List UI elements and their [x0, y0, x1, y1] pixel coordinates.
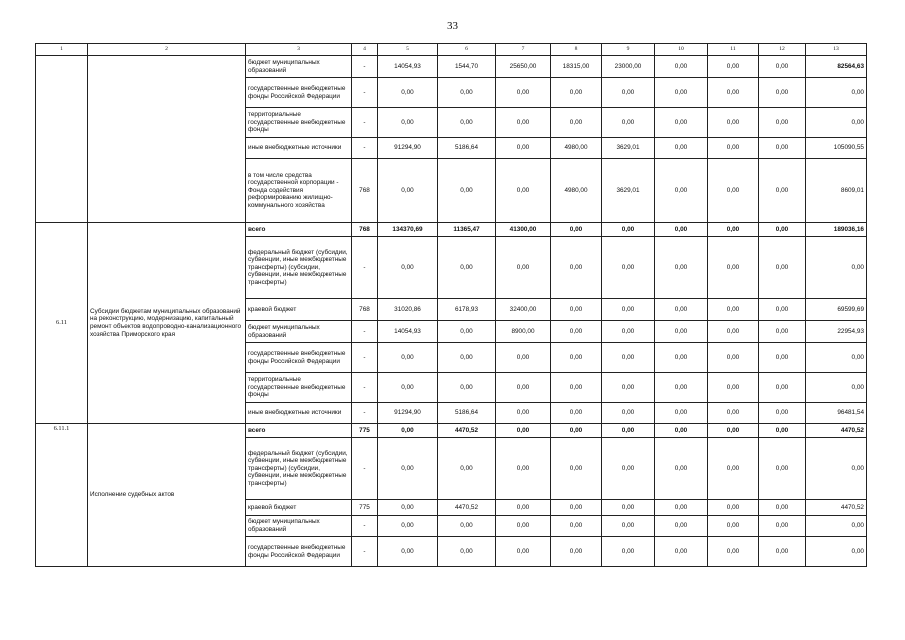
value-cell: 0,00: [655, 537, 708, 567]
value-cell: 0,00: [759, 343, 806, 373]
value-cell: 0,00: [438, 537, 496, 567]
funding-source-cell: всего: [246, 223, 352, 237]
value-cell: 0,00: [438, 237, 496, 299]
code-cell: -: [352, 537, 378, 567]
value-cell: 0,00: [551, 223, 602, 237]
value-cell: 5186,64: [438, 403, 496, 424]
budget-table: [35, 43, 867, 567]
value-cell: 4980,00: [551, 159, 602, 223]
value-cell: 0,00: [708, 237, 759, 299]
total-cell: 0,00: [806, 537, 867, 567]
value-cell: 0,00: [759, 138, 806, 159]
value-cell: 0,00: [378, 108, 438, 138]
column-header-4: 4: [352, 44, 378, 56]
funding-source-cell: краевой бюджет: [246, 500, 352, 516]
value-cell: 0,00: [602, 223, 655, 237]
code-cell: -: [352, 516, 378, 537]
value-cell: 25650,00: [496, 56, 551, 78]
code-cell: -: [352, 108, 378, 138]
value-cell: 0,00: [708, 78, 759, 108]
value-cell: 0,00: [759, 321, 806, 343]
value-cell: 0,00: [496, 237, 551, 299]
value-cell: 0,00: [602, 438, 655, 500]
value-cell: 0,00: [708, 159, 759, 223]
value-cell: 0,00: [378, 343, 438, 373]
total-cell: 0,00: [806, 78, 867, 108]
value-cell: 0,00: [602, 299, 655, 321]
column-header-3: 3: [246, 44, 352, 56]
value-cell: 0,00: [708, 321, 759, 343]
column-header-10: 10: [655, 44, 708, 56]
value-cell: 0,00: [551, 424, 602, 438]
total-cell: 0,00: [806, 516, 867, 537]
value-cell: 0,00: [708, 424, 759, 438]
value-cell: 0,00: [496, 438, 551, 500]
code-cell: -: [352, 438, 378, 500]
value-cell: 0,00: [378, 159, 438, 223]
value-cell: 0,00: [602, 516, 655, 537]
value-cell: 41300,00: [496, 223, 551, 237]
value-cell: 0,00: [551, 403, 602, 424]
total-cell: 189036,16: [806, 223, 867, 237]
value-cell: 4470,52: [438, 500, 496, 516]
value-cell: 0,00: [602, 373, 655, 403]
value-cell: 0,00: [378, 424, 438, 438]
value-cell: 31020,86: [378, 299, 438, 321]
value-cell: 0,00: [655, 321, 708, 343]
total-cell: 0,00: [806, 237, 867, 299]
value-cell: 11365,47: [438, 223, 496, 237]
item-name-cell: Субсидии бюджетам муниципальных образований на реконструкцию, модернизацию, капитальный ремонт объектов водопроводно-канализационного хозяйства Приморского края: [88, 223, 246, 424]
total-cell: 82564,63: [806, 56, 867, 78]
value-cell: 0,00: [708, 537, 759, 567]
funding-source-cell: федеральный бюджет (субсидии, субвенции, иные межбюджетные трансферты) (субсидии, субвенции, иные межбюджетные трансферты): [246, 438, 352, 500]
value-cell: 0,00: [438, 373, 496, 403]
column-header-2: 2: [88, 44, 246, 56]
funding-source-cell: бюджет муниципальных образований: [246, 56, 352, 78]
value-cell: 0,00: [602, 500, 655, 516]
value-cell: 0,00: [378, 78, 438, 108]
value-cell: 0,00: [708, 299, 759, 321]
value-cell: 0,00: [602, 403, 655, 424]
value-cell: 0,00: [655, 56, 708, 78]
value-cell: 0,00: [655, 438, 708, 500]
code-cell: -: [352, 403, 378, 424]
code-cell: 768: [352, 223, 378, 237]
value-cell: 0,00: [551, 438, 602, 500]
value-cell: 0,00: [438, 321, 496, 343]
value-cell: 0,00: [708, 108, 759, 138]
value-cell: 0,00: [438, 438, 496, 500]
table-row: [36, 424, 867, 438]
value-cell: 0,00: [655, 424, 708, 438]
value-cell: 8900,00: [496, 321, 551, 343]
value-cell: 0,00: [708, 56, 759, 78]
value-cell: 91294,90: [378, 403, 438, 424]
total-cell: 0,00: [806, 373, 867, 403]
column-header-5: 5: [378, 44, 438, 56]
code-cell: -: [352, 321, 378, 343]
value-cell: 0,00: [655, 159, 708, 223]
value-cell: 0,00: [602, 343, 655, 373]
value-cell: 0,00: [496, 516, 551, 537]
column-header-8: 8: [551, 44, 602, 56]
item-code-cell: [36, 56, 88, 223]
value-cell: 0,00: [551, 299, 602, 321]
code-cell: -: [352, 237, 378, 299]
value-cell: 0,00: [602, 424, 655, 438]
funding-source-cell: государственные внебюджетные фонды Российской Федерации: [246, 343, 352, 373]
value-cell: 6178,93: [438, 299, 496, 321]
value-cell: 0,00: [655, 78, 708, 108]
value-cell: 0,00: [708, 438, 759, 500]
value-cell: 0,00: [655, 138, 708, 159]
column-header-7: 7: [496, 44, 551, 56]
value-cell: 18315,00: [551, 56, 602, 78]
code-cell: 775: [352, 500, 378, 516]
value-cell: 3629,01: [602, 159, 655, 223]
item-name-cell: [88, 56, 246, 223]
funding-source-cell: государственные внебюджетные фонды Российской Федерации: [246, 78, 352, 108]
value-cell: 14054,93: [378, 321, 438, 343]
value-cell: 0,00: [655, 223, 708, 237]
funding-source-cell: всего: [246, 424, 352, 438]
value-cell: 0,00: [759, 159, 806, 223]
value-cell: 0,00: [438, 78, 496, 108]
value-cell: 0,00: [551, 500, 602, 516]
value-cell: 0,00: [378, 373, 438, 403]
value-cell: 0,00: [655, 373, 708, 403]
total-cell: 69599,69: [806, 299, 867, 321]
code-cell: -: [352, 138, 378, 159]
funding-source-cell: бюджет муниципальных образований: [246, 321, 352, 343]
value-cell: 0,00: [708, 343, 759, 373]
value-cell: 0,00: [551, 343, 602, 373]
value-cell: 0,00: [496, 403, 551, 424]
value-cell: 0,00: [759, 516, 806, 537]
value-cell: 4980,00: [551, 138, 602, 159]
total-cell: 0,00: [806, 108, 867, 138]
value-cell: 0,00: [378, 500, 438, 516]
value-cell: 0,00: [438, 108, 496, 138]
value-cell: 14054,93: [378, 56, 438, 78]
value-cell: 0,00: [551, 321, 602, 343]
value-cell: 0,00: [602, 321, 655, 343]
value-cell: 0,00: [602, 537, 655, 567]
value-cell: 3629,01: [602, 138, 655, 159]
value-cell: 0,00: [708, 403, 759, 424]
funding-source-cell: территориальные государственные внебюджетные фонды: [246, 373, 352, 403]
code-cell: -: [352, 373, 378, 403]
column-header-13: 13: [806, 44, 867, 56]
funding-source-cell: федеральный бюджет (субсидии, субвенции, иные межбюджетные трансферты) (субсидии, субвенции, иные межбюджетные трансферты): [246, 237, 352, 299]
table-row: [36, 223, 867, 237]
code-cell: 775: [352, 424, 378, 438]
value-cell: 0,00: [602, 237, 655, 299]
value-cell: 0,00: [655, 403, 708, 424]
table-row: [36, 56, 867, 78]
value-cell: 0,00: [759, 223, 806, 237]
code-cell: -: [352, 343, 378, 373]
value-cell: 0,00: [655, 108, 708, 138]
value-cell: 0,00: [551, 537, 602, 567]
code-cell: 768: [352, 299, 378, 321]
code-cell: -: [352, 78, 378, 108]
value-cell: 0,00: [438, 516, 496, 537]
value-cell: 0,00: [655, 343, 708, 373]
value-cell: 0,00: [759, 403, 806, 424]
page-number: 33: [447, 20, 458, 32]
value-cell: 5186,64: [438, 138, 496, 159]
total-cell: 4470,52: [806, 500, 867, 516]
value-cell: 0,00: [759, 78, 806, 108]
value-cell: 0,00: [655, 516, 708, 537]
value-cell: 0,00: [378, 438, 438, 500]
column-header-1: 1: [36, 44, 88, 56]
value-cell: 0,00: [708, 516, 759, 537]
value-cell: 0,00: [496, 537, 551, 567]
value-cell: 134370,69: [378, 223, 438, 237]
funding-source-cell: иные внебюджетные источники: [246, 403, 352, 424]
total-cell: 8609,01: [806, 159, 867, 223]
value-cell: 0,00: [759, 500, 806, 516]
value-cell: 0,00: [438, 343, 496, 373]
value-cell: 0,00: [759, 108, 806, 138]
value-cell: 0,00: [378, 537, 438, 567]
value-cell: 0,00: [708, 373, 759, 403]
value-cell: 0,00: [602, 108, 655, 138]
code-cell: 768: [352, 159, 378, 223]
value-cell: 0,00: [655, 237, 708, 299]
total-cell: 22954,93: [806, 321, 867, 343]
total-cell: 0,00: [806, 438, 867, 500]
value-cell: 0,00: [551, 516, 602, 537]
code-cell: -: [352, 56, 378, 78]
value-cell: 0,00: [551, 108, 602, 138]
value-cell: 0,00: [759, 299, 806, 321]
funding-source-cell: иные внебюджетные источники: [246, 138, 352, 159]
funding-source-cell: краевой бюджет: [246, 299, 352, 321]
value-cell: 0,00: [496, 343, 551, 373]
column-header-9: 9: [602, 44, 655, 56]
value-cell: 0,00: [496, 424, 551, 438]
funding-source-cell: в том числе средства государственной корпорации - Фонда содействия реформированию жилищно-коммунального хозяйства: [246, 159, 352, 223]
value-cell: 0,00: [708, 138, 759, 159]
value-cell: 0,00: [496, 108, 551, 138]
value-cell: 0,00: [551, 237, 602, 299]
value-cell: 1544,70: [438, 56, 496, 78]
value-cell: 0,00: [496, 138, 551, 159]
value-cell: 0,00: [655, 299, 708, 321]
value-cell: 0,00: [378, 237, 438, 299]
value-cell: 0,00: [496, 78, 551, 108]
value-cell: 0,00: [759, 373, 806, 403]
value-cell: 0,00: [496, 500, 551, 516]
value-cell: 0,00: [378, 516, 438, 537]
value-cell: 0,00: [496, 373, 551, 403]
header-row: [36, 44, 867, 56]
value-cell: 0,00: [602, 78, 655, 108]
value-cell: 0,00: [708, 223, 759, 237]
value-cell: 0,00: [759, 537, 806, 567]
value-cell: 0,00: [759, 438, 806, 500]
value-cell: 0,00: [496, 159, 551, 223]
value-cell: 0,00: [551, 78, 602, 108]
value-cell: 0,00: [759, 56, 806, 78]
value-cell: 0,00: [551, 373, 602, 403]
column-header-12: 12: [759, 44, 806, 56]
item-code-cell: 6.11.1: [36, 424, 88, 567]
column-header-11: 11: [708, 44, 759, 56]
value-cell: 91294,90: [378, 138, 438, 159]
funding-source-cell: бюджет муниципальных образований: [246, 516, 352, 537]
column-header-6: 6: [438, 44, 496, 56]
funding-source-cell: государственные внебюджетные фонды Российской Федерации: [246, 537, 352, 567]
total-cell: 4470,52: [806, 424, 867, 438]
total-cell: 0,00: [806, 343, 867, 373]
value-cell: 0,00: [708, 500, 759, 516]
item-name-cell: Исполнение судебных актов: [88, 424, 246, 567]
total-cell: 105090,55: [806, 138, 867, 159]
item-code-cell: 6.11: [36, 223, 88, 424]
funding-source-cell: территориальные государственные внебюджетные фонды: [246, 108, 352, 138]
value-cell: 0,00: [655, 500, 708, 516]
value-cell: 0,00: [759, 237, 806, 299]
value-cell: 23000,00: [602, 56, 655, 78]
value-cell: 0,00: [438, 159, 496, 223]
total-cell: 96481,54: [806, 403, 867, 424]
value-cell: 4470,52: [438, 424, 496, 438]
value-cell: 32400,00: [496, 299, 551, 321]
value-cell: 0,00: [759, 424, 806, 438]
